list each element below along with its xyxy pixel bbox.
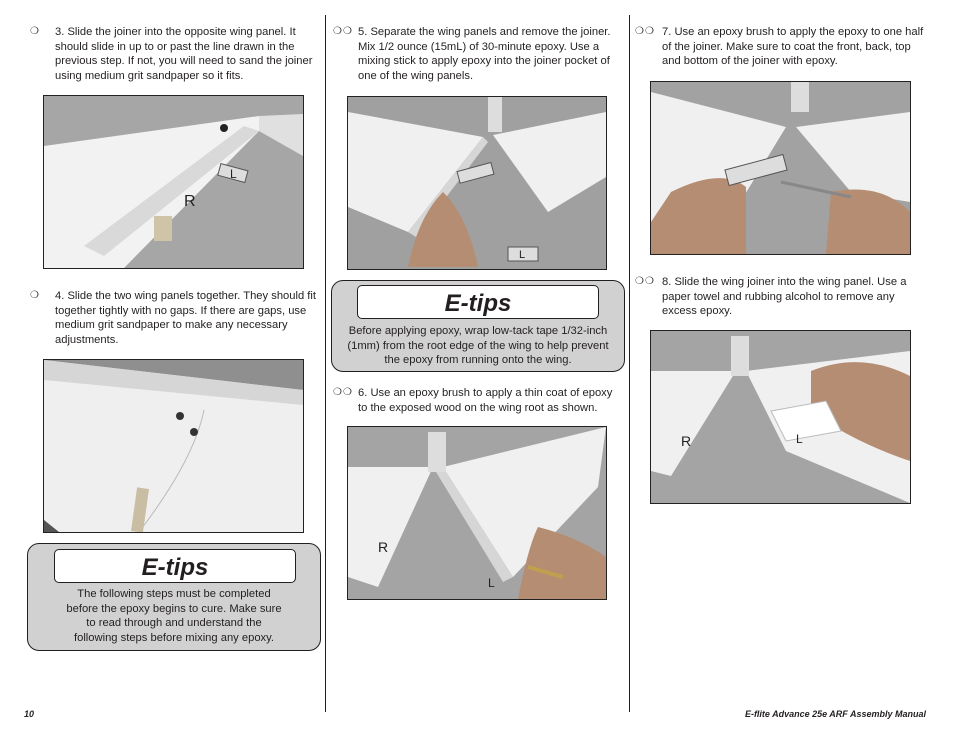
column-divider-right bbox=[629, 15, 630, 712]
etips-logo-text: E-tips bbox=[444, 290, 512, 317]
etips-logo-text: E-tips bbox=[141, 554, 209, 581]
step-6-text: 6. Use an epoxy brush to apply a thin coat of epoxy to the exposed wood on the wing root as shown. bbox=[358, 387, 613, 414]
etips-logo bbox=[54, 549, 296, 583]
photo-step-7 bbox=[650, 81, 911, 255]
step-7-text: 7. Use an epoxy brush to apply the epoxy to one half of the joiner. Make sure to coat the front, back, top and bottom of the joiner with epoxy. bbox=[662, 26, 924, 68]
etips-box-2 bbox=[27, 543, 321, 651]
step-7 bbox=[635, 25, 925, 70]
etips-box-1 bbox=[331, 280, 625, 372]
photo-step-4 bbox=[43, 359, 304, 533]
step-3 bbox=[30, 25, 320, 85]
step-4-text: 4. Slide the two wing panels together. They should fit together tightly with no gaps. If there are gaps, use medium grit sandpaper to make any necessary adjustments. bbox=[55, 290, 316, 346]
step-3-text: 3. Slide the joiner into the opposite wing panel. It should slide in up to or past the line drawn in the previous step. If not, you will need to sand the joiner using medium grit sandpaper so it fits. bbox=[55, 26, 313, 82]
svg-text:R: R bbox=[184, 193, 196, 210]
etips-logo bbox=[357, 285, 599, 319]
step-8-text: 8. Slide the wing joiner into the wing panel. Use a paper towel and rubbing alcohol to remove any excess epoxy. bbox=[662, 276, 907, 318]
photo-step-3 bbox=[43, 95, 304, 269]
checkbox-icon[interactable]: ❍❍ bbox=[635, 26, 655, 37]
photo-step-8 bbox=[650, 330, 911, 504]
step-5 bbox=[333, 25, 623, 85]
svg-text:R: R bbox=[681, 433, 692, 449]
step-5-text: 5. Separate the wing panels and remove the joiner. Mix 1/2 ounce (15mL) of 30-minute epoxy. Use a mixing stick to apply epoxy into the joiner pocket of one of the wing panels. bbox=[358, 26, 611, 82]
svg-text:R: R bbox=[378, 539, 389, 555]
step-6 bbox=[333, 386, 623, 416]
checkbox-icon[interactable]: ❍❍ bbox=[333, 26, 353, 37]
photo-step-6 bbox=[347, 426, 607, 600]
manual-title: E-flite Advance 25e ARF Assembly Manual bbox=[744, 709, 926, 719]
column-divider-left bbox=[325, 15, 326, 712]
photo-step-5 bbox=[347, 96, 607, 270]
checkbox-icon[interactable]: ❍❍ bbox=[635, 276, 655, 287]
etips-text-1: Before applying epoxy, wrap low-tack tape 1/32-inch (1mm) from the root edge of the wing to help prevent the epoxy from running onto the wing. bbox=[347, 325, 609, 367]
svg-text:L: L bbox=[519, 249, 526, 261]
checkbox-icon[interactable]: ❍❍ bbox=[333, 387, 353, 398]
checkbox-icon[interactable]: ❍ bbox=[30, 26, 40, 37]
svg-text:L: L bbox=[230, 167, 237, 181]
svg-text:L: L bbox=[796, 432, 803, 446]
page-number: 10 bbox=[24, 709, 35, 719]
etips-text-2: The following steps must be completed before the epoxy begins to cure. Make sure to read through and understand the following steps before mixing any epoxy. bbox=[66, 588, 282, 644]
svg-text:L: L bbox=[488, 576, 495, 590]
step-4 bbox=[30, 289, 320, 349]
step-8 bbox=[635, 275, 925, 320]
checkbox-icon[interactable]: ❍ bbox=[30, 290, 40, 301]
